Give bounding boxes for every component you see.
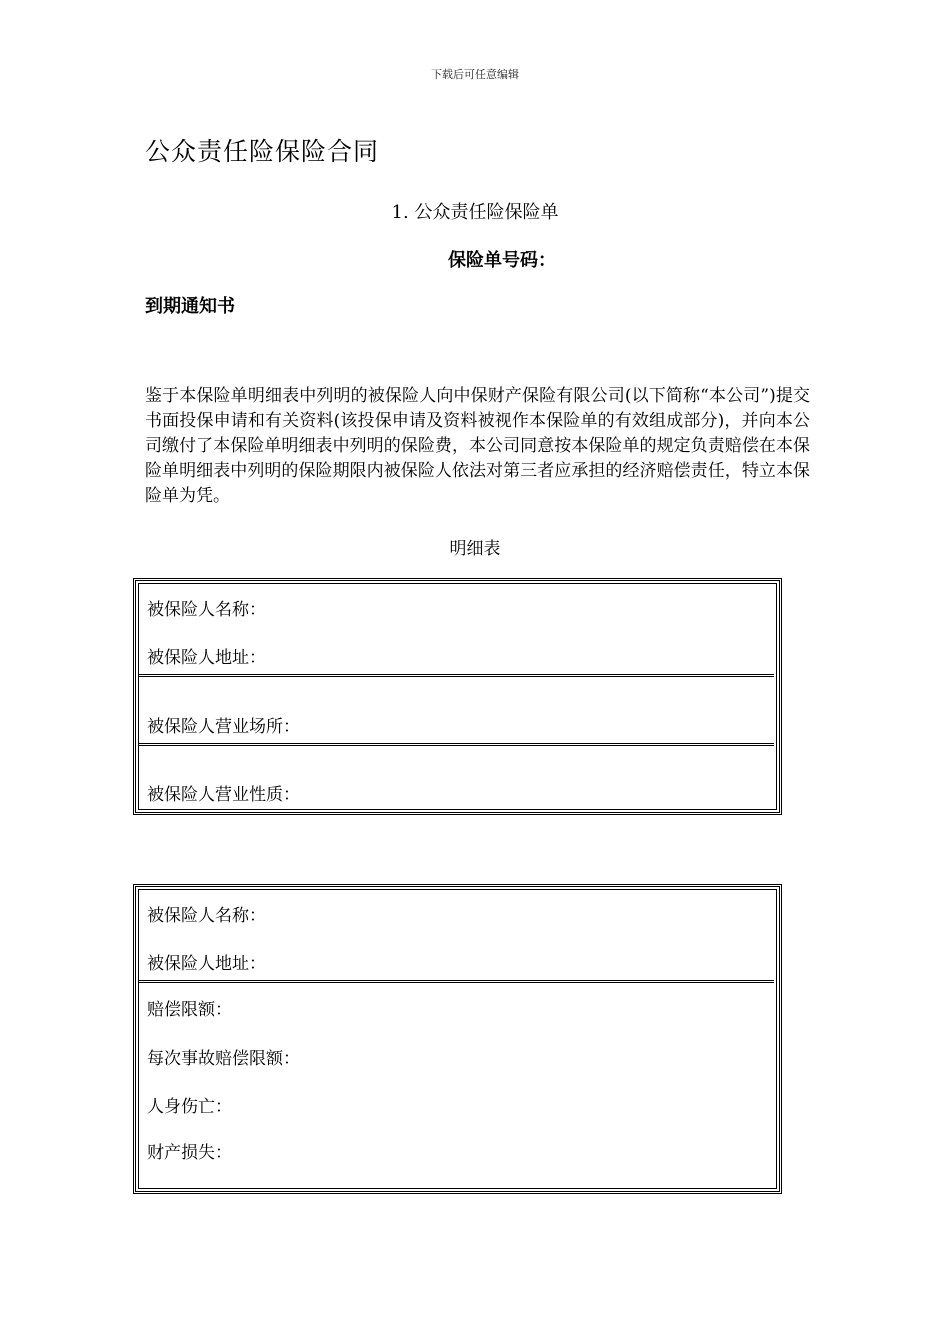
header-note: 下载后可任意编辑 [431, 68, 519, 81]
schedule-table-2 [133, 884, 782, 1194]
intro-paragraph: 鉴于本保险单明细表中列明的被保险人向中保财产保险有限公司(以下简称“本公司”)提交书面投保申请和有关资料(该投保申请及资料被视作本保险单的有效组成部分)，并向本公司缴付了本保险单明细表中列明的保险费，本公司同意按本保险单的规定负责赔偿在本保险单明细表中列明的保险期限内被保险人依法对第三者应承担的经济赔偿责任，特立本保险单为凭。 [145, 386, 810, 506]
insured-address-field: 被保险人地址： [147, 648, 266, 668]
per-accident-limit-field: 每次事故赔偿限额： [147, 1049, 300, 1069]
expiry-notice-label: 到期通知书 [145, 296, 235, 317]
limit-of-indemnity-field: 赔偿限额： [147, 1000, 232, 1020]
business-premises-field: 被保险人营业场所： [147, 717, 300, 737]
policy-number-label: 保险单号码： [448, 250, 556, 271]
insured-name-field: 被保险人名称： [147, 906, 266, 926]
table-divider [139, 743, 774, 746]
property-damage-field: 财产损失： [147, 1143, 232, 1163]
insured-name-field: 被保险人名称： [147, 600, 266, 620]
bodily-injury-field: 人身伤亡： [147, 1097, 232, 1117]
schedule-table-1 [133, 578, 782, 815]
document-subtitle: 1. 公众责任险保险单 [391, 202, 559, 223]
document-title: 公众责任险保险合同 [145, 137, 380, 166]
table-divider [139, 980, 774, 983]
business-nature-field: 被保险人营业性质： [147, 785, 300, 805]
schedule-caption: 明细表 [449, 539, 501, 559]
table-divider [139, 674, 774, 677]
insured-address-field: 被保险人地址： [147, 954, 266, 974]
